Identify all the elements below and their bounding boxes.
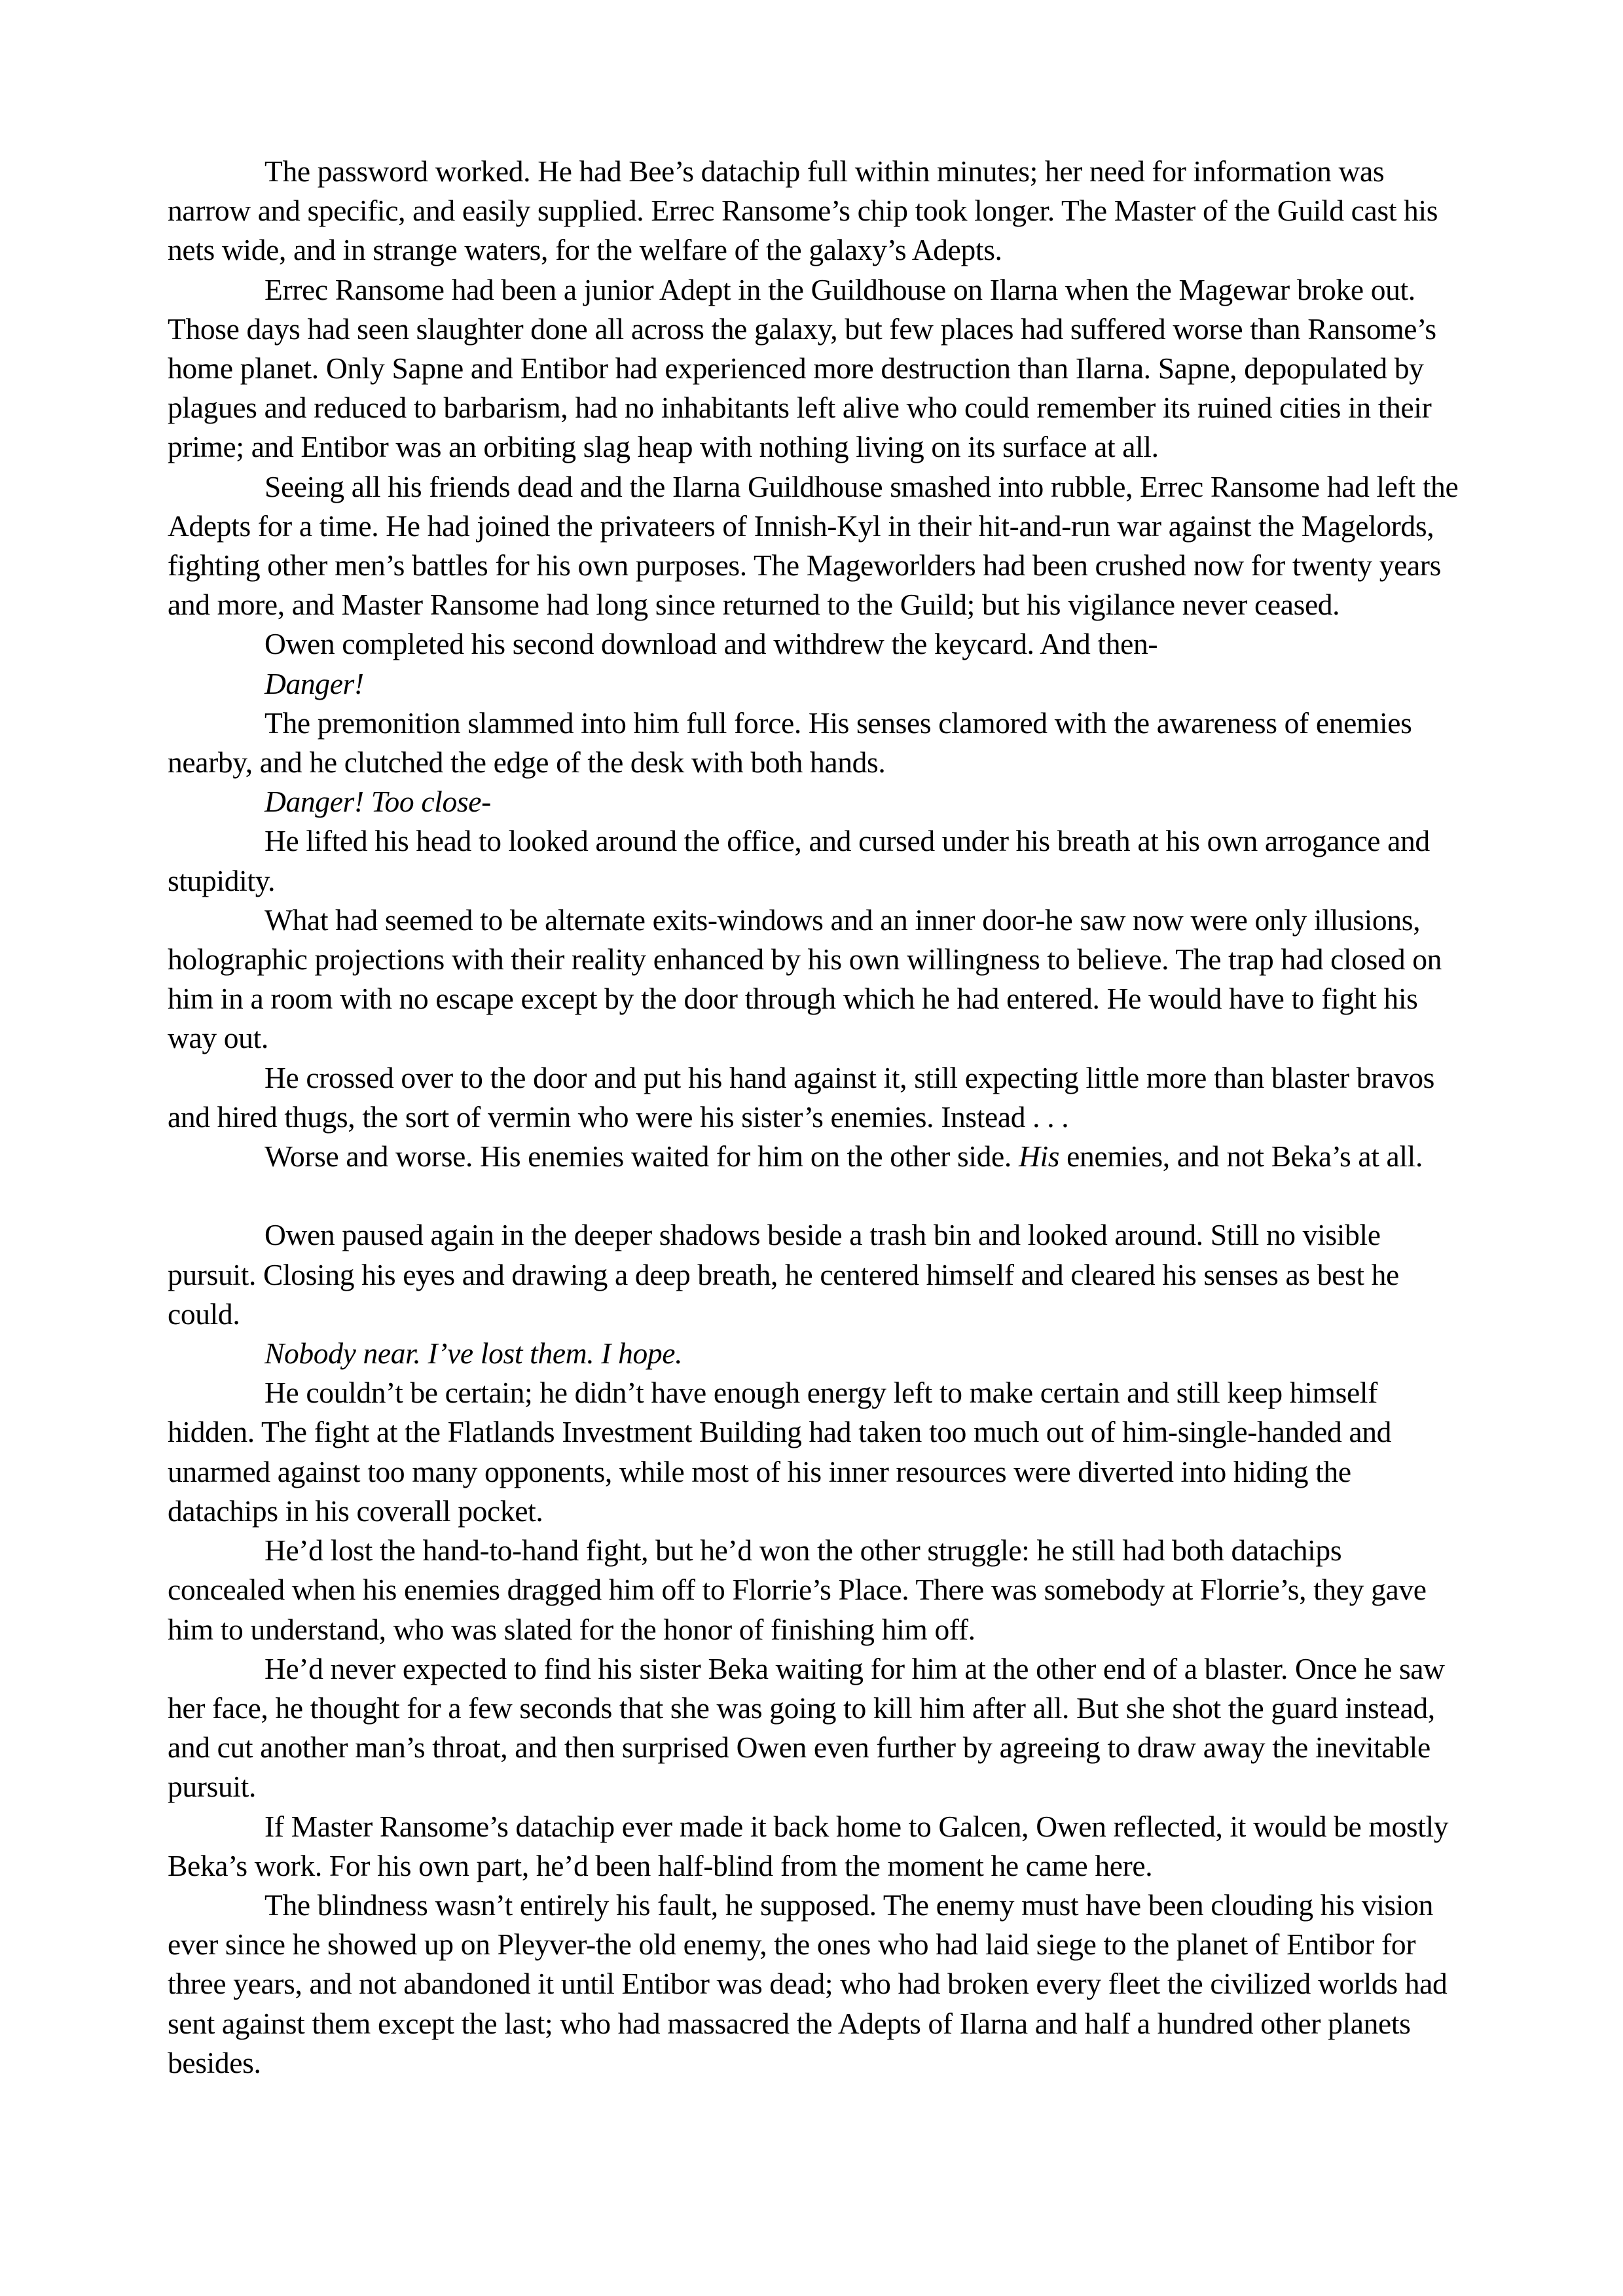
paragraph-10: He crossed over to the door and put his hand against it, still expecting little more than blaster bravos and hired thugs, the sort of vermin who were his sister’s enemies. Instead . . . [168,1060,1434,1134]
paragraph-18: The blindness wasn’t entirely his fault, he supposed. The enemy must have been clouding his vision ever since he showed up on Pleyver-the old enemy, the ones who had laid siege to the planet of Entibor for three years, and not abandoned it until Entibor was dead; who had broken every fleet the civilized worlds had sent against them except the last; who had massacred the Adepts of Ilarna and half a hundred other planets besides. [168,1888,1448,2079]
italic-too-close: Danger! Too close- [264,785,491,819]
paragraph-12: Owen paused again in the deeper shadows beside a trash bin and looked around. Still no visible pursuit. Closing his eyes and drawing a deep breath, he centered himself and cleared his senses as best he could. [168,1218,1399,1331]
paragraph-11-start: Worse and worse. His enemies waited for him on the other side. [264,1139,1012,1174]
italic-his: His [1018,1139,1060,1174]
section-break [168,1176,1464,1215]
italic-nobody-near: Nobody near. I’ve lost them. I hope. [264,1336,683,1371]
paragraph-9: What had seemed to be alternate exits-windows and an inner door-he saw now were only illusions, holographic projections with their reality enhanced by his own willingness to believe. The trap had closed on him in a room with no escape except by the door through which he had entered. He would have to fight his way out. [168,903,1442,1055]
paragraph-1: The password worked. He had Bee’s datachip full within minutes; her need for information was narrow and specific, and easily supplied. Errec Ransome’s chip took longer. The Master of the Guild cast his nets wide, and in strange waters, for the welfare of the galaxy’s Adepts. [168,154,1438,267]
paragraph-2: Errec Ransome had been a junior Adept in the Guildhouse on Ilarna when the Magewar broke out. Those days had seen slaughter done all across the galaxy, but few places had suffered worse than Ransome’s home planet. Only Sapne and Entibor had experienced more destruction than Ilarna. Sapne, depopulated by plagues and reduced to barbarism, had no inhabitants left alive who could remember its ruined cities in their prime; and Entibor was an orbiting slag heap with nothing living on its surface at all. [168,272,1436,464]
paragraph-5-italic [168,664,1464,704]
paragraph-16: He’d never expected to find his sister Beka waiting for him at the other end of a blaster. Once he saw her face, he thought for a few seconds that she was going to kill him after all. But she shot the guard instead, and cut another man’s throat, and then surprised Owen even further by agreeing to draw away the inevitable pursuit. [168,1651,1445,1804]
paragraph-4: Owen completed his second download and withdrew the keycard. And then- [264,627,1158,661]
paragraph-3: Seeing all his friends dead and the Ilarna Guildhouse smashed into rubble, Errec Ransome had left the Adepts for a time. He had joined the privateers of Innish-Kyl in their hit-and-run war against the Magelords, fighting other men’s battles for his own purposes. The Mageworlders had been crushed now for twenty years and more, and Master Ransome had long since returned to the Guild; but his vigilance never ceased. [168,469,1459,622]
paragraph-6: The premonition slammed into him full force. His senses clamored with the awareness of enemies nearby, and he clutched the edge of the desk with both hands. [168,706,1412,780]
paragraph-17: If Master Ransome’s datachip ever made it back home to Galcen, Owen reflected, it would be mostly Beka’s work. For his own part, he’d been half-blind from the moment he came here. [168,1809,1449,1882]
paragraph-11 [168,1137,1464,1176]
paragraph-13-italic [168,1334,1464,1373]
paragraph-11-end: enemies, and not Beka’s at all. [1067,1139,1423,1174]
paragraph-7-italic [168,782,1464,821]
paragraph-8: He lifted his head to looked around the office, and cursed under his breath at his own arrogance and stupidity. [168,824,1430,897]
paragraph-15: He’d lost the hand-to-hand fight, but he’d won the other struggle: he still had both datachips concealed when his enemies dragged him off to Florrie’s Place. There was somebody at Florrie’s, they gave him to understand, who was slated for the honor of finishing him off. [168,1534,1427,1646]
paragraph-14: He couldn’t be certain; he didn’t have enough energy left to make certain and still keep himself hidden. The fight at the Flatlands Investment Building had taken too much out of him-single-handed and unarmed against too many opponents, while most of his inner resources were diverted into hiding the datachips in his coverall pocket. [168,1376,1392,1528]
document-page [168,152,1464,2083]
italic-danger: Danger! [264,666,364,700]
